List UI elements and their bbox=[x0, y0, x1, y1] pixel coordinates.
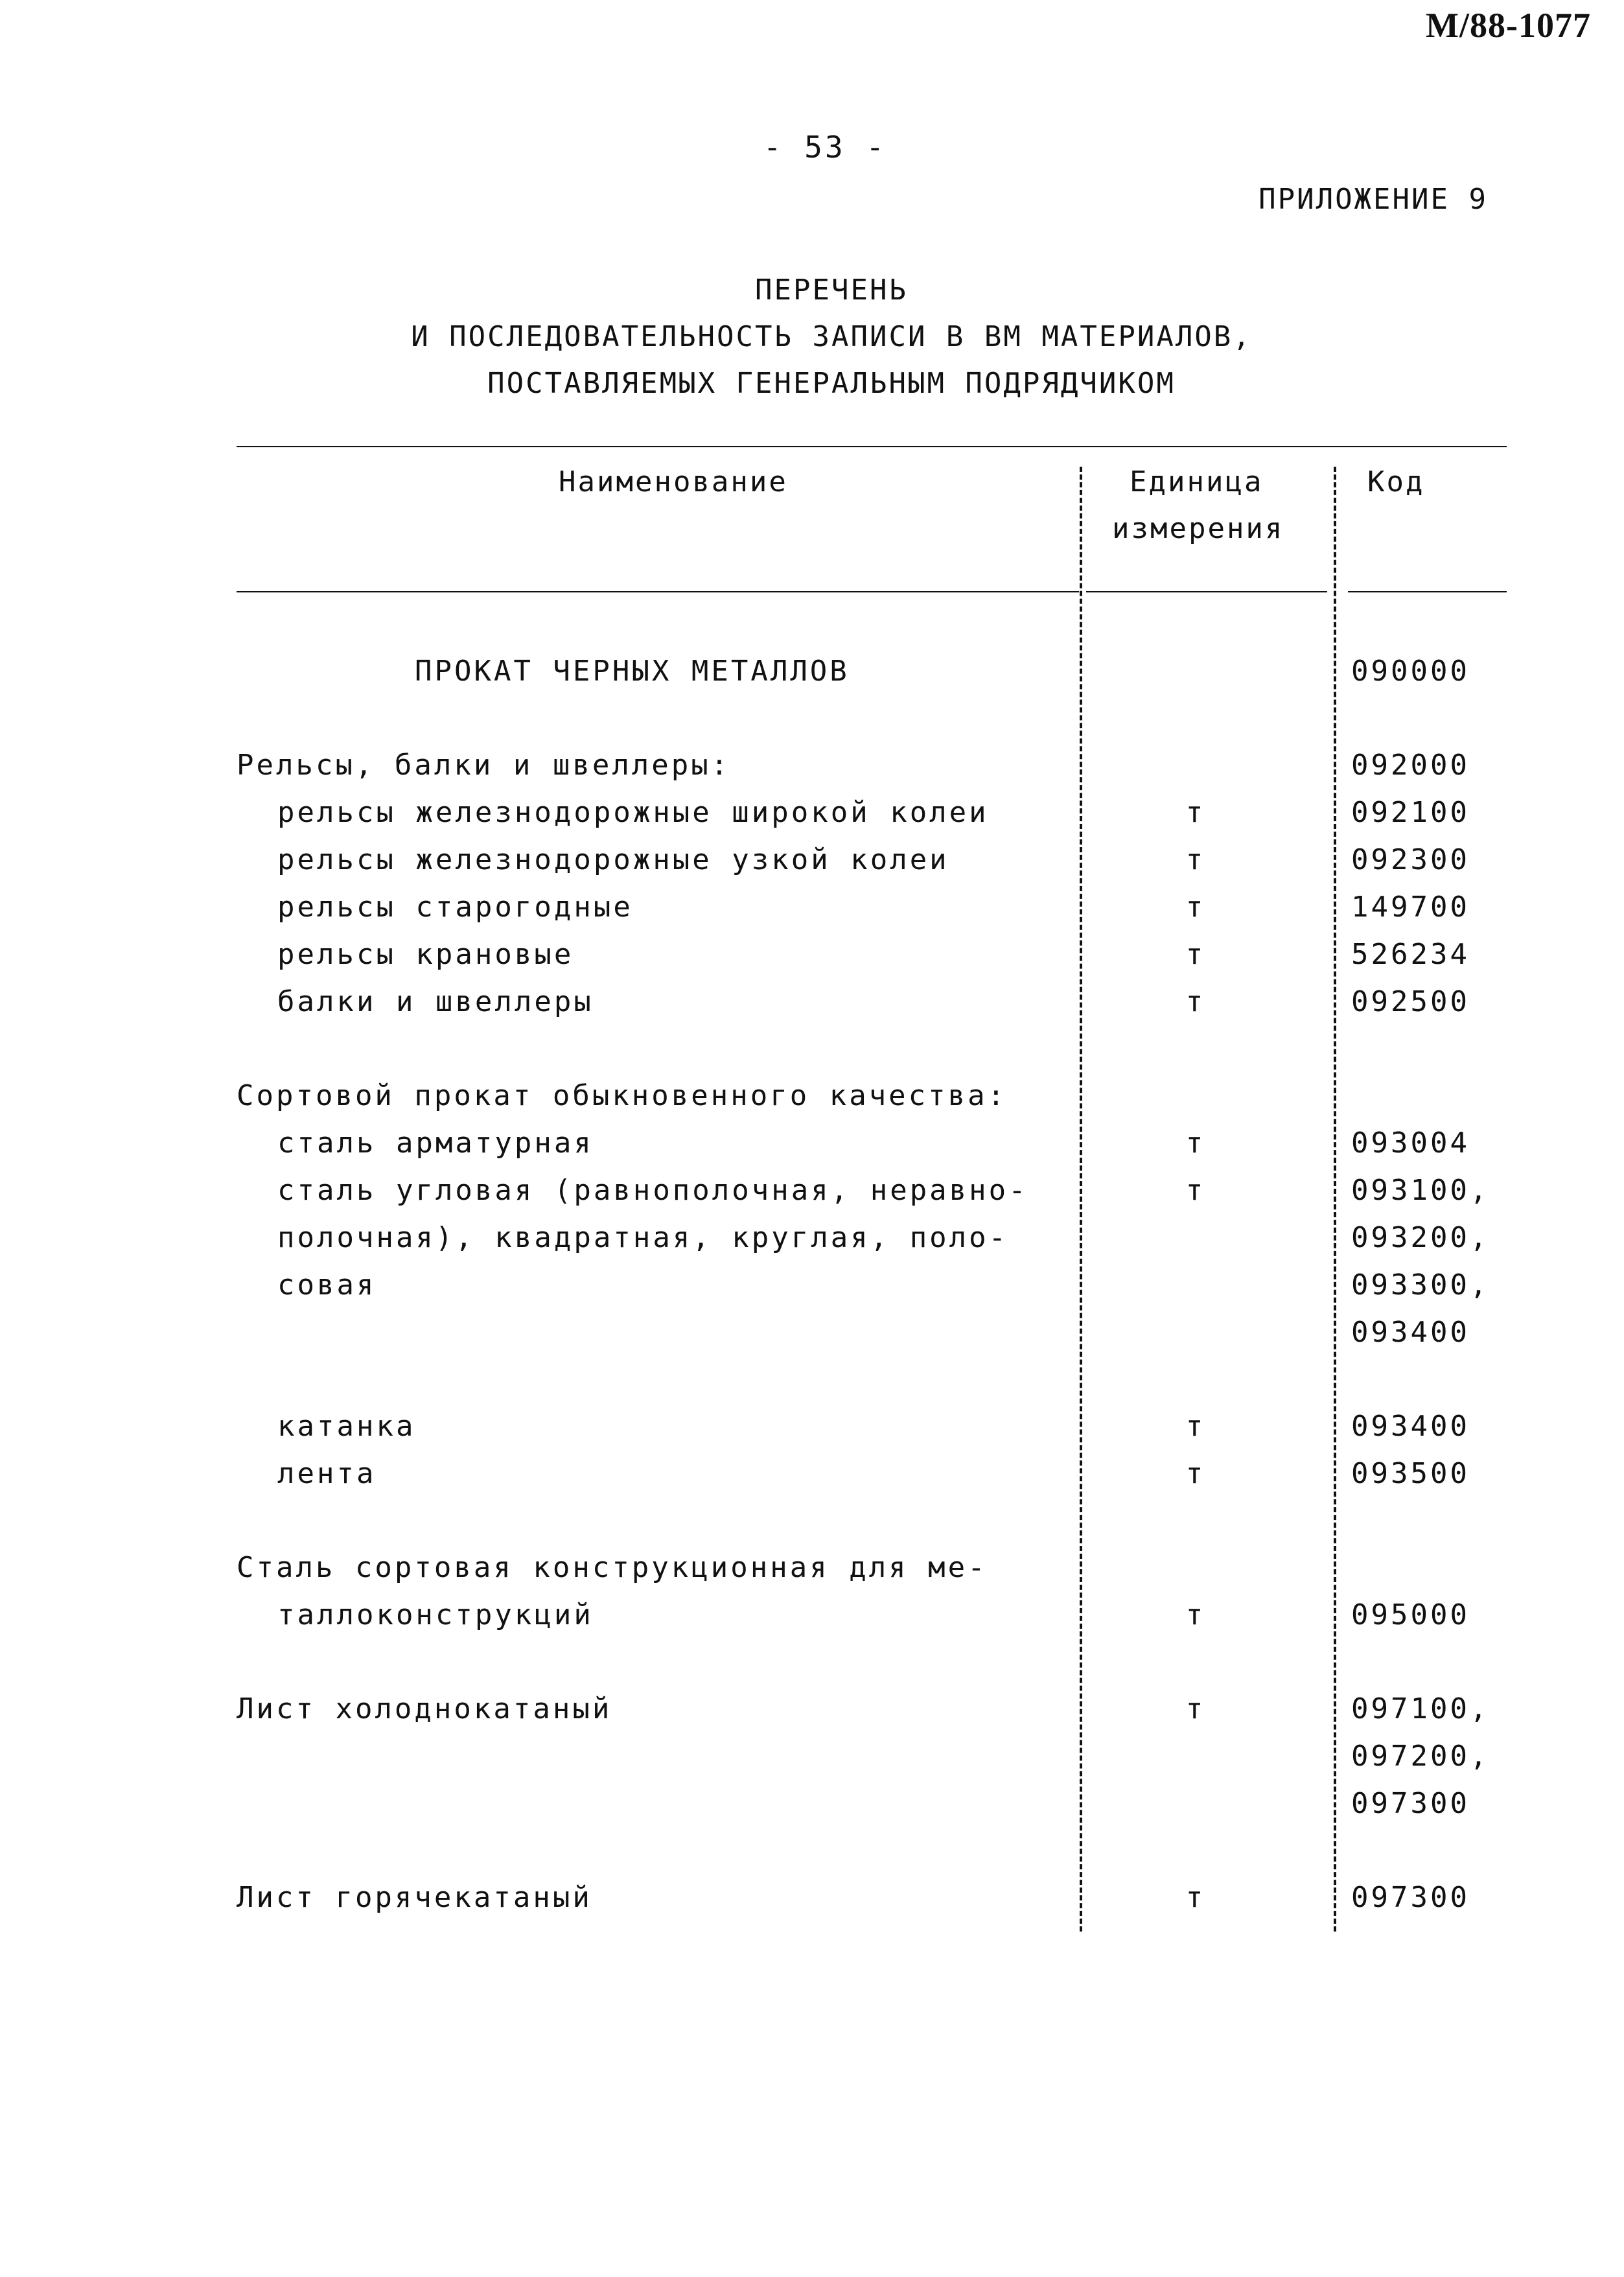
row-code: 097300 bbox=[1351, 1881, 1470, 1914]
header-unit-line-2: измерения bbox=[1112, 512, 1284, 545]
row-unit: т bbox=[1185, 1692, 1206, 1725]
page-number: - 53 - bbox=[763, 130, 887, 165]
row-name: ПРОКАТ ЧЕРНЫХ МЕТАЛЛОВ bbox=[415, 655, 850, 688]
row-unit: т bbox=[1185, 1410, 1206, 1443]
row-name: сталь арматурная bbox=[277, 1127, 594, 1160]
row-name: катанка bbox=[277, 1410, 416, 1443]
table-row bbox=[0, 1174, 1624, 1220]
row-code: 092500 bbox=[1351, 985, 1470, 1018]
table-row bbox=[0, 749, 1624, 795]
row-code: 093200, bbox=[1351, 1221, 1490, 1254]
row-name: таллоконструкций bbox=[277, 1598, 594, 1631]
table-row bbox=[0, 1410, 1624, 1456]
row-code: 093004 bbox=[1351, 1127, 1470, 1160]
row-name: Сталь сортовая конструкционная для ме- bbox=[237, 1551, 988, 1584]
row-name: лента bbox=[277, 1457, 377, 1490]
row-code: 097100, bbox=[1351, 1692, 1490, 1725]
title-line-2: И ПОСЛЕДОВАТЕЛЬНОСТЬ ЗАПИСИ В ВМ МАТЕРИАЛОВ, bbox=[411, 320, 1252, 353]
header-bottom-rule-unit bbox=[1086, 591, 1327, 592]
header-bottom-rule-name bbox=[237, 591, 1079, 592]
table-row bbox=[0, 1692, 1624, 1739]
row-name: сталь угловая (равнополочная, неравно- bbox=[277, 1174, 1028, 1207]
table-row bbox=[0, 796, 1624, 843]
title-line-3: ПОСТАВЛЯЕМЫХ ГЕНЕРАЛЬНЫМ ПОДРЯДЧИКОМ bbox=[487, 367, 1176, 400]
row-unit: т bbox=[1185, 1457, 1206, 1490]
table-row bbox=[0, 1598, 1624, 1645]
table-row bbox=[0, 655, 1624, 701]
row-name: совая bbox=[277, 1268, 377, 1302]
table-row bbox=[0, 1079, 1624, 1126]
row-unit: т bbox=[1185, 891, 1206, 924]
row-code: 095000 bbox=[1351, 1598, 1470, 1631]
row-unit: т bbox=[1185, 1127, 1206, 1160]
row-name: Лист горячекатаный bbox=[237, 1881, 592, 1914]
row-name: балки и швеллеры bbox=[277, 985, 594, 1018]
table-row bbox=[0, 1127, 1624, 1173]
table-row bbox=[0, 1221, 1624, 1268]
row-name: рельсы железнодорожные широкой колеи bbox=[277, 796, 989, 829]
row-code: 093300, bbox=[1351, 1268, 1490, 1302]
row-code: 092100 bbox=[1351, 796, 1470, 829]
table-row bbox=[0, 985, 1624, 1032]
table-row bbox=[0, 1316, 1624, 1362]
table-row bbox=[0, 1881, 1624, 1928]
row-name: рельсы старогодные bbox=[277, 891, 633, 924]
table-row bbox=[0, 1457, 1624, 1504]
row-code: 092000 bbox=[1351, 749, 1470, 782]
row-code: 093400 bbox=[1351, 1410, 1470, 1443]
header-name: Наименование bbox=[559, 465, 788, 498]
header-code: Код bbox=[1367, 465, 1425, 498]
row-unit: т bbox=[1185, 1174, 1206, 1207]
row-name: рельсы железнодорожные узкой колеи bbox=[277, 843, 949, 876]
table-row bbox=[0, 1787, 1624, 1834]
row-name: полочная), квадратная, круглая, поло- bbox=[277, 1221, 1009, 1254]
table-row bbox=[0, 843, 1624, 890]
row-unit: т bbox=[1185, 1881, 1206, 1914]
row-code: 092300 bbox=[1351, 843, 1470, 876]
table-row bbox=[0, 1740, 1624, 1786]
archive-stamp: М/88-1077 bbox=[1426, 6, 1591, 45]
row-name: Сортовой прокат обыкновенного качества: bbox=[237, 1079, 1008, 1112]
row-code: 090000 bbox=[1351, 655, 1470, 688]
table-row bbox=[0, 1268, 1624, 1315]
table-top-rule bbox=[237, 446, 1507, 447]
row-code: 093500 bbox=[1351, 1457, 1470, 1490]
row-unit: т bbox=[1185, 796, 1206, 829]
row-unit: т bbox=[1185, 985, 1206, 1018]
row-name: Лист холоднокатаный bbox=[237, 1692, 612, 1725]
row-code: 093100, bbox=[1351, 1174, 1490, 1207]
header-bottom-rule-code bbox=[1348, 591, 1507, 592]
row-code: 149700 bbox=[1351, 891, 1470, 924]
header-unit-line-1: Единица bbox=[1130, 465, 1264, 498]
row-code: 093400 bbox=[1351, 1316, 1470, 1349]
appendix-label: ПРИЛОЖЕНИЕ 9 bbox=[1259, 183, 1488, 216]
row-name: рельсы крановые bbox=[277, 938, 574, 971]
table-row bbox=[0, 1551, 1624, 1598]
row-code: 097200, bbox=[1351, 1740, 1490, 1773]
table-row bbox=[0, 938, 1624, 985]
row-unit: т bbox=[1185, 843, 1206, 876]
row-code: 526234 bbox=[1351, 938, 1470, 971]
title-line-1: ПЕРЕЧЕНЬ bbox=[755, 274, 908, 307]
table-row bbox=[0, 891, 1624, 937]
row-unit: т bbox=[1185, 1598, 1206, 1631]
row-name: Рельсы, балки и швеллеры: bbox=[237, 749, 731, 782]
row-code: 097300 bbox=[1351, 1787, 1470, 1820]
row-unit: т bbox=[1185, 938, 1206, 971]
